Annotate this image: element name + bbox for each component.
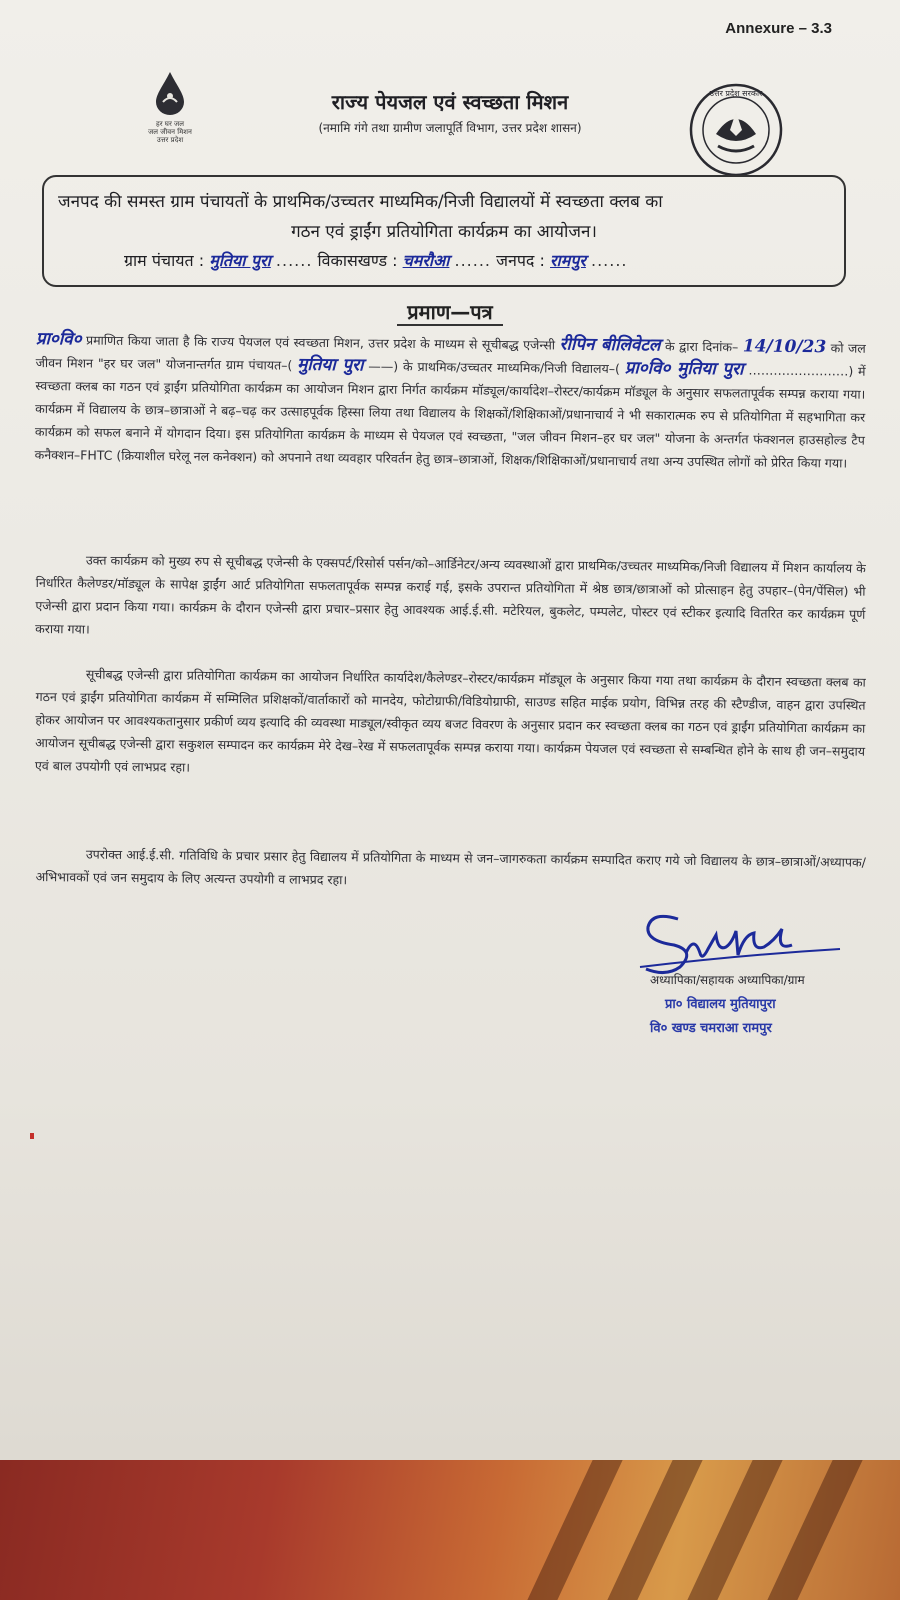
logo-caption-2: जल जीवन मिशन (148, 128, 192, 136)
certificate-title-text: प्रमाण—पत्र (397, 300, 502, 326)
ink-date: 14/10/23 (742, 336, 827, 358)
water-drop-logo-icon (153, 70, 187, 116)
paragraph-1 (35, 328, 866, 475)
district-label: जनपद : (496, 251, 545, 270)
annexure-label: Annexure – 3.3 (725, 20, 832, 37)
paragraph-4: उपरोक्त आई.ई.सी. गतिविधि के प्रचार प्रसार हेतु विद्यालय में प्रतियोगिता के माध्यम से जन–जागरुकता कार्यक्रम सम्पादित कराए गये जो विद्यालय के छात्र–छात्राओं/अध्यापक/अभिभावकों एवं जन समुदाय के लिए अत्यन्त उपयोगी व लाभप्रद रहा। (35, 846, 866, 888)
ink-gram-panchayat: मुतिया पुरा (297, 354, 364, 376)
cloth-pattern-stripe (767, 1460, 862, 1600)
district-dots: ...... (591, 251, 628, 270)
header-title: राज्य पेयजल एवं स्वच्छता मिशन (331, 90, 569, 114)
cloth-pattern-stripe (687, 1460, 782, 1600)
school-stamp-line-2: वि० खण्ड चमराआ रामपुर (650, 1021, 772, 1036)
p1-text-a: प्रमाणित किया जाता है कि राज्य पेयजल एवं स्वच्छता मिशन, उत्तर प्रदेश के माध्यम से सूचीबद्ध एजेन्सी (85, 332, 556, 353)
gram-panchayat-value: मुतिया पुरा (209, 251, 271, 270)
subject-line-2: गठन एवं ड्राईंग प्रतियोगिता कार्यक्रम का आयोजन। (291, 222, 597, 242)
district-value: रामपुर (550, 251, 586, 270)
subject-box (42, 175, 846, 287)
school-stamp-line-1: प्रा० विद्यालय मुतियापुरा (665, 997, 776, 1012)
cloth-background (0, 1460, 900, 1600)
ink-school-name: प्रा०वि० मुतिया पुरा (624, 358, 744, 380)
block-value: चमरौआ (402, 251, 450, 270)
svg-text:उत्तर प्रदेश सरकार: उत्तर प्रदेश सरकार (709, 89, 763, 98)
signature-block (620, 905, 850, 1036)
ink-mark (30, 1133, 34, 1139)
subject-line-1: जनपद की समस्त ग्राम पंचायतों के प्राथमिक/उच्चतर माध्यमिक/निजी विद्यालयों में स्वच्छता क्लब का (58, 192, 663, 212)
logo-caption-3: उत्तर प्रदेश (156, 136, 184, 144)
header (250, 88, 650, 136)
signatory-role: अध्यापिका/सहायक अध्यापिका/ग्राम (650, 973, 805, 987)
gram-panchayat-label: ग्राम पंचायत : (124, 251, 205, 270)
location-line (124, 249, 844, 271)
p1-text-c: को जल जीवन मिशन "हर घर जल" योजनान्तर्गत ग्राम पंचायत–( (35, 340, 866, 373)
ink-agency-name: रीपिन बीलिवेटल (559, 334, 661, 356)
logo-caption-1: हर घर जल (156, 120, 184, 128)
block-label: विकासखण्ड : (317, 251, 398, 270)
paragraph-3: सूचीबद्ध एजेन्सी द्वारा प्रतियोगिता कार्यक्रम का आयोजन निर्धारित कार्यादेश/कैलेण्डर–रोस्टर/कार्यक्रम मॉड्यूल के अनुसार किया गया तथा कार्यक्रम के दौरान स्वच्छता क्लब का गठन एवं ड्राईंग प्रतियोगिता कार्यक्रम में सम्मिलित प्रशिक्षकों/वार्ताकारों को मानदेय, फोटोग्राफी/विडियोग्राफी, साउण्ड सहित माईक प्रयोग, विभिन्न तरह की स्टैण्डीज, वाहन द्वारा उपस्थित होकर आयोजन पर आवश्यकतानुसार प्रकीर्ण व्यय इत्यादि की व्यवस्था माड्यूल/स्वीकृत व्यय बजट विवरण के अनुसार प्रदान कर स्वच्छता क्लब का गठन एवं ड्राईंग प्रतियोगिता कार्यक्रम का आयोजन सूचीबद्ध एजेन्सी द्वारा सकुशल सम्पादन कर कार्यक्रम मेरे देख–रेख में सफलतापूर्वक सम्पन्न कराया गया। कार्यक्रम पेयजल एवं स्वच्छता से सम्बन्धित होने के साथ ही जन–समुदाय एवं बाल उपयोगी एवं लाभप्रद रहा। (34, 666, 866, 775)
cloth-pattern-stripe (607, 1460, 702, 1600)
certificate-title (0, 298, 900, 325)
p1-text-b: के द्वारा दिनांक– (664, 338, 739, 355)
cloth-pattern-stripe (527, 1460, 622, 1600)
p1-text-d: ——) के प्राथमिक/उच्चतर माध्यमिक/निजी विद्यालय–( (368, 358, 620, 377)
header-subtitle: (नमामि गंगे तथा ग्रामीण जलापूर्ति विभाग, उत्तर प्रदेश शासन) (318, 121, 582, 135)
paragraph-2: उक्त कार्यक्रम को मुख्य रुप से सूचीबद्ध एजेन्सी के एक्सपर्ट/रिसोर्स पर्सन/को–आर्डिनेटर/अन्य व्यवस्थाओं द्वारा प्राथमिक/उच्चतर माध्यमिक/निजी विद्यालय में मिशन कार्यालय के निर्धारित कैलेण्डर/मॉड्यूल के सापेक्ष ड्राईंग आर्ट प्रतियोगिता सफलतापूर्वक सम्पन्न कराई गई, इसके उपरान्त प्रतियोगिता में श्रेष्ठ छात्र/छात्राओं को प्रोत्साहन हेतु उपहार–(पेन/पेंसिल) भी एजेन्सी द्वारा प्रदान किया गया। कार्यक्रम के दौरान एजेन्सी द्वारा प्रचार–प्रसार हेतु आवश्यक आई.ई.सी. मटेरियल, बुकलेट, पम्पलेट, पोस्टर एवं स्टीकर इत्यादि वितरित कर कार्यक्रम पूर्ण कराया गया। (35, 552, 866, 637)
block-dots: ...... (454, 251, 491, 270)
gp-dots: ...... (275, 251, 313, 270)
ink-school-short: प्रा०वि० (35, 328, 82, 350)
up-government-emblem-icon (688, 82, 784, 178)
jal-jeevan-logo (140, 70, 200, 144)
p1-text-e: ……………………) में स्वच्छता क्लब का गठन एवं ड्राईंग प्रतियोगिता कार्यक्रम का आयोजन मिशन द्वारा निर्गत कार्यक्रम मॉड्यूल/कार्यादेश–रोस्टर/कार्यक्रम मॉड्यूल के अनुसार सफलतापूर्वक सम्पन्न कराया गया। कार्यक्रम में विद्यालय के छात्र–छात्राओं ने बढ़–चढ़ कर उत्साहपूर्वक हिस्सा लिया तथा विद्यालय के शिक्षकों/शिक्षिकाओं/प्रधानाचार्य ने भी सकारात्मक रुप से प्रतियोगिता में सहभागिता कर कार्यक्रम को सफल बनाने में योगदान दिया। इस प्रतियोगिता कार्यक्रम के माध्यम से पेयजल एवं स्वच्छता, "जल जीवन मिशन–हर घर जल" योजना के अन्तर्गत फंक्शनल हाउसहोल्ड टैप कनैक्शन–FHTC (क्रियाशील घरेलू नल कनेक्शन) को अपनाने तथा व्यवहार परिवर्तन हेतु छात्र–छात्राओं, शिक्षक/शिक्षिकाओं/प्रधानाचार्य तथा अन्य उपस्थित लोगों को प्रेरित किया गया। (34, 362, 866, 471)
